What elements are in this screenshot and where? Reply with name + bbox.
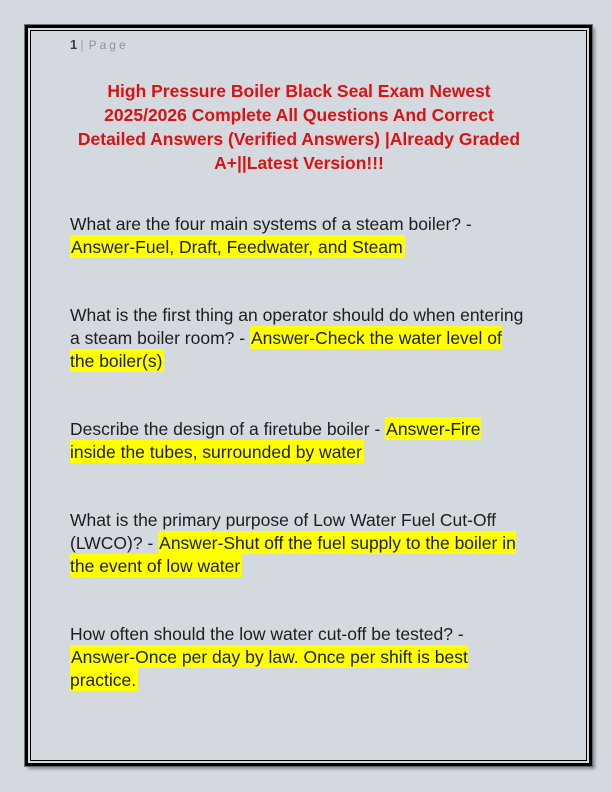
page-number: 1 <box>70 37 78 52</box>
page-border-frame <box>25 25 592 766</box>
qa-item <box>70 623 528 692</box>
question-text: What are the four main systems of a steam boiler? - <box>70 214 472 234</box>
page-content <box>31 31 528 692</box>
question-text: What is the first thing an operator should do when entering a steam boiler room? - <box>70 305 524 348</box>
question-text: Describe the design of a firetube boiler - <box>70 419 386 439</box>
document-title <box>70 79 528 175</box>
qa-item <box>70 213 528 259</box>
answer-highlight: Answer-Once per day by law. Once per shift is best practice. <box>70 647 468 690</box>
page-label: Page <box>88 38 129 52</box>
answer-highlight: Answer-Shut off the fuel supply to the boiler in the event of low water <box>70 533 516 576</box>
title-line: Detailed Answers (Verified Answers) |Already Graded <box>77 129 521 149</box>
qa-list <box>70 213 528 692</box>
qa-item <box>70 418 528 464</box>
page-border-inner <box>30 30 587 761</box>
title-line: A+||Latest Version!!! <box>214 153 384 173</box>
page-number-separator: | <box>80 37 84 52</box>
question-text: What is the primary purpose of Low Water Fuel Cut-Off (LWCO)? - <box>70 510 496 553</box>
page-header <box>70 37 528 53</box>
question-text: How often should the low water cut-off be tested? - <box>70 624 464 644</box>
title-line: 2025/2026 Complete All Questions And Correct <box>104 105 494 125</box>
qa-item <box>70 509 528 578</box>
qa-item <box>70 304 528 373</box>
answer-highlight: Answer-Fire inside the tubes, surrounded by water <box>70 419 481 462</box>
answer-highlight: Answer-Check the water level of the boiler(s) <box>70 328 502 371</box>
answer-highlight: Answer-Fuel, Draft, Feedwater, and Steam <box>71 237 403 257</box>
title-line: High Pressure Boiler Black Seal Exam Newest <box>107 81 491 101</box>
